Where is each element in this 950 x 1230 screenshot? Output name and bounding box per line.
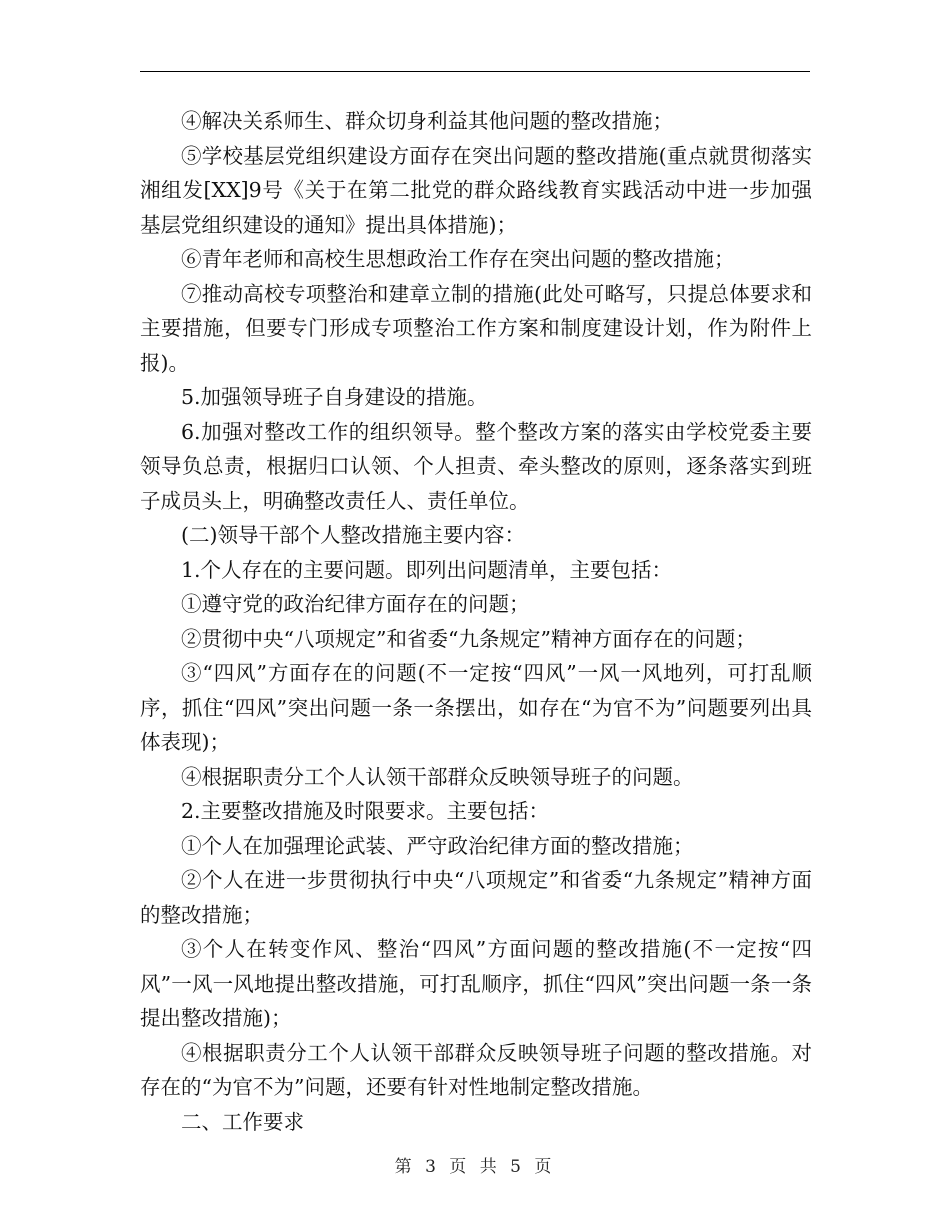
section-heading: (二)领导干部个人整改措施主要内容： xyxy=(181,523,525,547)
page-number: 第 3 页 共 5 页 xyxy=(394,1157,556,1177)
paragraph: ①个人在加强理论武装、严守政治纪律方面的整改措施； xyxy=(181,833,694,858)
paragraph: ③个人在转变作风、整治“四风”方面问题的整改措施(不一定按“四风”一风一风地提出整改措施，可打乱顺序，抓住“四风”突出问题一条一条提出整改措施)； xyxy=(140,937,812,1030)
document-body xyxy=(140,104,812,1139)
paragraph: ②贯彻中央“八项规定”和省委“九条规定”精神方面存在的问题； xyxy=(181,626,756,651)
header-rule xyxy=(140,71,810,72)
paragraph: ①遵守党的政治纪律方面存在的问题； xyxy=(181,592,530,616)
paragraph: ③“四风”方面存在的问题(不一定按“四风”一风一风地列，可打乱顺序，抓住“四风”突出问题一条一条摆出，如存在“为官不为”问题要列出具体表现)； xyxy=(140,661,812,754)
paragraph: ⑦推动高校专项整治和建章立制的措施(此处可略写，只提总体要求和主要措施，但要专门形成专项整治工作方案和制度建设计划，作为附件上报)。 xyxy=(140,281,812,375)
paragraph: ④根据职责分工个人认领干部群众反映领导班子的问题。 xyxy=(181,764,694,789)
paragraph: ④根据职责分工个人认领干部群众反映领导班子问题的整改措施。对存在的“为官不为”问题，还要有针对性地制定整改措施。 xyxy=(140,1040,812,1099)
paragraph: ②个人在进一步贯彻执行中央“八项规定”和省委“九条规定”精神方面的整改措施； xyxy=(140,868,812,927)
paragraph: 6.加强对整改工作的组织领导。整个整改方案的落实由学校党委主要领导负总责，根据归口认领、个人担责、牵头整改的原则，逐条落实到班子成员头上，明确整改责任人、责任单位。 xyxy=(140,419,812,513)
paragraph: ④解决关系师生、群众切身利益其他问题的整改措施； xyxy=(181,109,673,133)
paragraph: 2.主要整改措施及时限要求。主要包括： xyxy=(181,799,550,823)
paragraph: 1.个人存在的主要问题。即列出问题清单，主要包括： xyxy=(181,557,673,582)
paragraph: 5.加强领导班子自身建设的措施。 xyxy=(181,385,488,409)
paragraph: ⑤学校基层党组织建设方面存在突出问题的整改措施(重点就贯彻落实湘组发[XX]9号《关于在第二批党的群众路线教育实践活动中进一步加强基层党组织建设的通知》提出具体措施)； xyxy=(140,143,812,237)
paragraph: ⑥青年老师和高校生思想政治工作存在突出问题的整改措施； xyxy=(181,247,735,271)
section-heading: 二、工作要求 xyxy=(181,1109,304,1134)
